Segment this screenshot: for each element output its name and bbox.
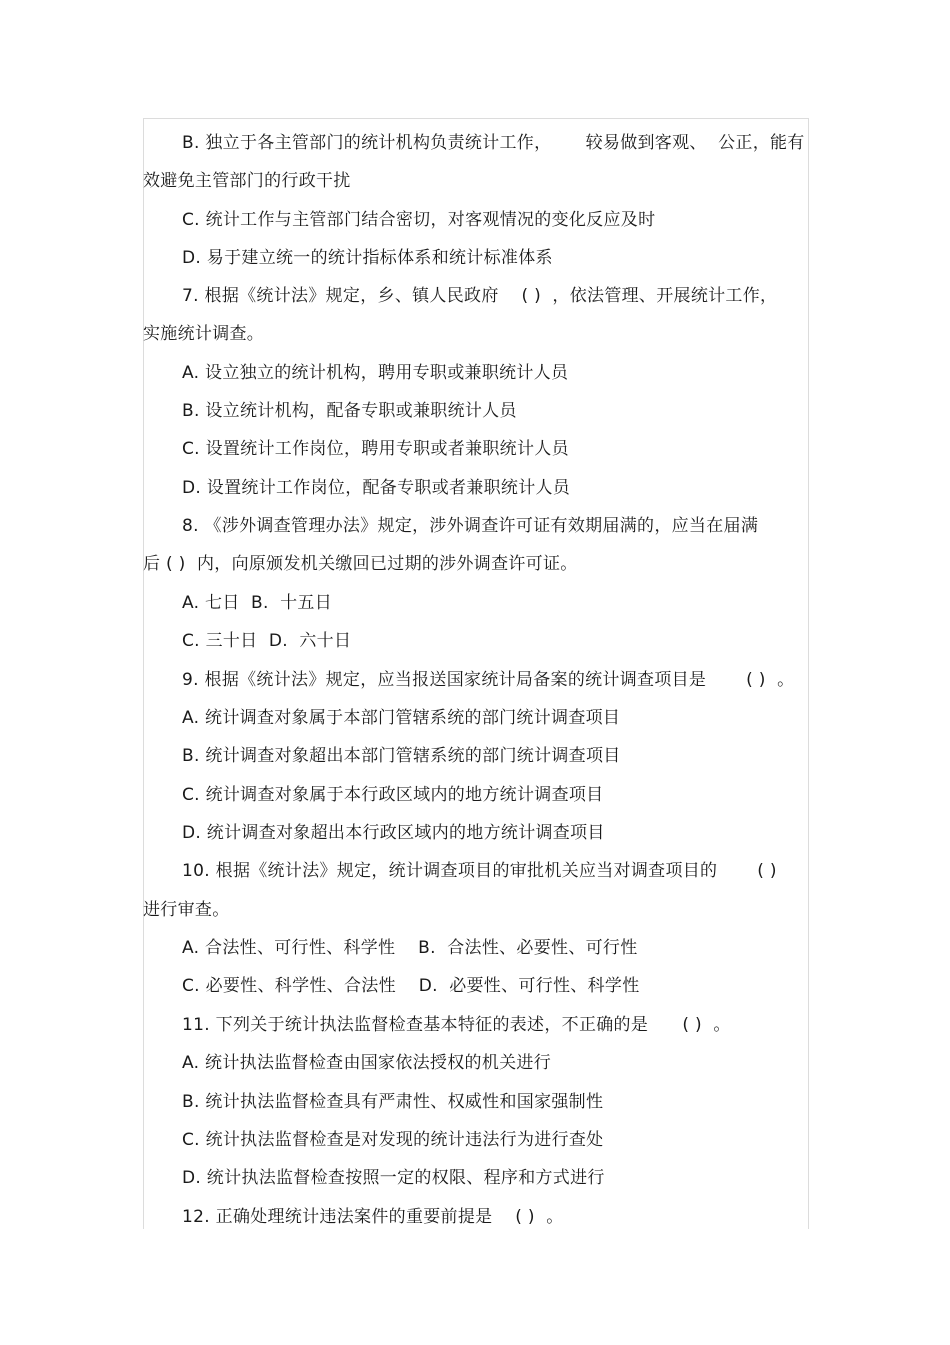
question-10: 10. 根据《统计法》规定，统计调查项目的审批机关应当对调查项目的 ( ) (182, 861, 777, 881)
option-line: D. 统计执法监督检查按照一定的权限、程序和方式进行 (182, 1168, 605, 1188)
text-line: 实施统计调查。 (143, 324, 265, 344)
question-12: 12. 正确处理统计违法案件的重要前提是 ( ) 。 (182, 1207, 564, 1227)
text-line: D. 易于建立统一的统计指标体系和统计标准体系 (182, 248, 553, 268)
text-line: 效避免主管部门的行政干扰 (143, 171, 351, 191)
option-line: A. 统计调查对象属于本部门管辖系统的部门统计调查项目 (182, 708, 621, 728)
option-line: A. 统计执法监督检查由国家依法授权的机关进行 (182, 1053, 552, 1073)
text-line: 进行审查。 (143, 900, 230, 920)
option-line: C. 三十日 D. 六十日 (182, 631, 352, 651)
question-9: 9. 根据《统计法》规定，应当报送国家统计局备案的统计调查项目是 ( ) 。 (182, 670, 795, 690)
option-line: B. 统计调查对象超出本部门管辖系统的部门统计调查项目 (182, 746, 621, 766)
question-7: 7. 根据《统计法》规定，乡、镇人民政府 ( ) ，依法管理、开展统计工作， (182, 286, 778, 306)
option-line: C. 统计调查对象属于本行政区域内的地方统计调查项目 (182, 785, 604, 805)
option-line: D. 统计调查对象超出本行政区域内的地方统计调查项目 (182, 823, 605, 843)
question-11: 11. 下列关于统计执法监督检查基本特征的表述，不正确的是 ( ) 。 (182, 1015, 731, 1035)
option-line: B. 统计执法监督检查具有严肃性、权威性和国家强制性 (182, 1092, 604, 1112)
text-line: B. 独立于各主管部门的统计机构负责统计工作， 较易做到客观、 公正，能有 (182, 133, 805, 153)
option-line: D. 设置统计工作岗位，配备专职或者兼职统计人员 (182, 478, 571, 498)
option-line: A. 合法性、可行性、科学性 B. 合法性、必要性、可行性 (182, 938, 638, 958)
option-line: A. 设立独立的统计机构，聘用专职或兼职统计人员 (182, 363, 569, 383)
option-line: C. 设置统计工作岗位，聘用专职或者兼职统计人员 (182, 439, 569, 459)
question-8: 8. 《涉外调查管理办法》规定，涉外调查许可证有效期届满的，应当在届满 (182, 516, 759, 536)
text-line: C. 统计工作与主管部门结合密切，对客观情况的变化反应及时 (182, 210, 656, 230)
option-line: A. 七日 B. 十五日 (182, 593, 333, 613)
option-line: B. 设立统计机构，配备专职或兼职统计人员 (182, 401, 517, 421)
text-line: 后 ( ) 内，向原颁发机关缴回已过期的涉外调查许可证。 (143, 554, 578, 574)
option-line: C. 必要性、科学性、合法性 D. 必要性、可行性、科学性 (182, 976, 640, 996)
option-line: C. 统计执法监督检查是对发现的统计违法行为进行查处 (182, 1130, 604, 1150)
